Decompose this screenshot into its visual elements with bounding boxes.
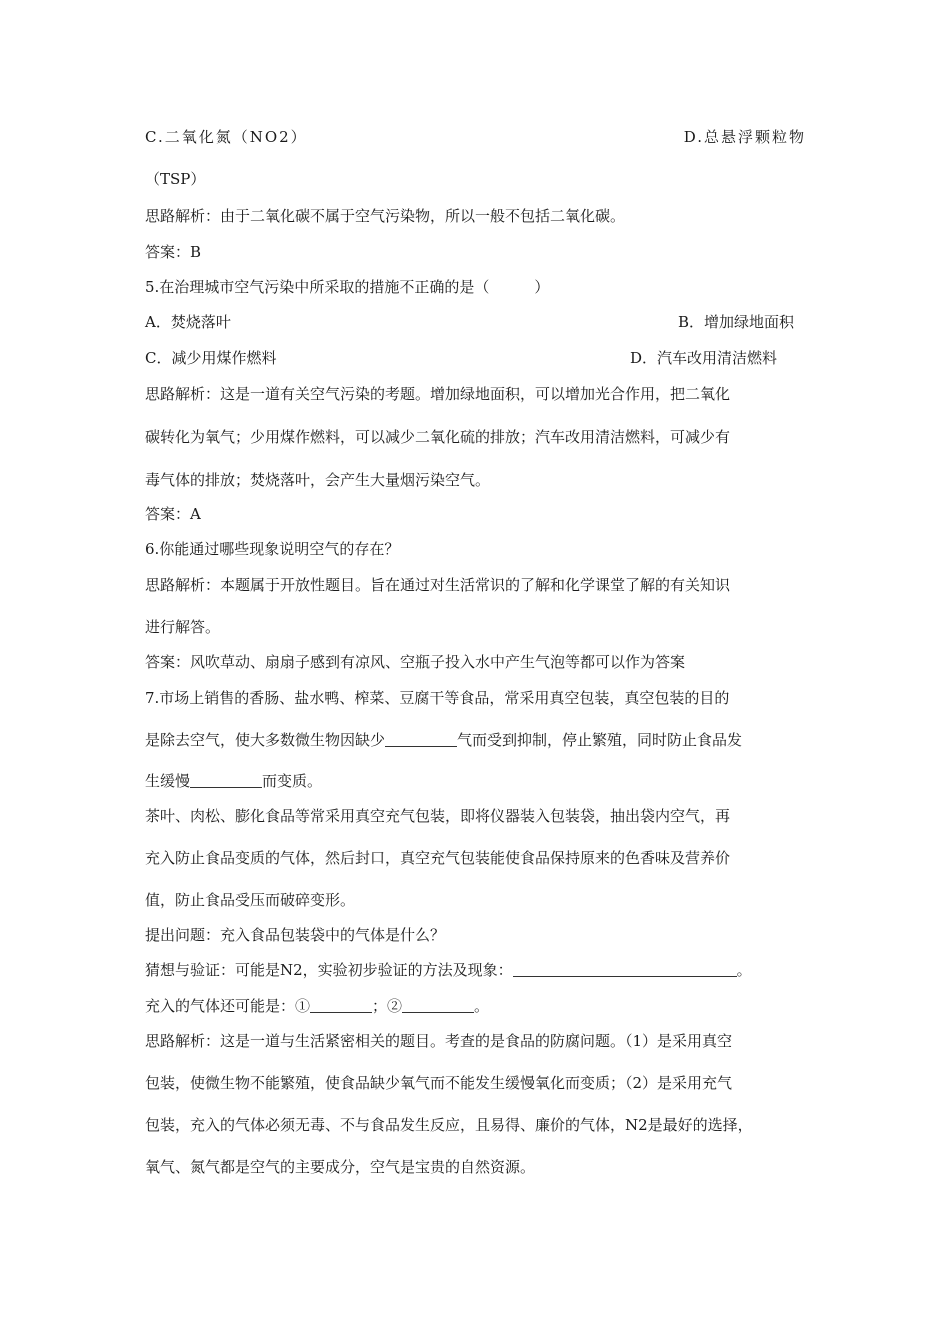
q7-stem-line-1: 7.市场上销售的香肠、盐水鸭、榨菜、豆腐干等食品，常采用真空包装，真空包装的目的 — [145, 689, 730, 707]
q7-other-end: 。 — [474, 997, 490, 1015]
q7-stem-line-2-a: 是除去空气，使大多数微生物因缺少 — [145, 731, 386, 749]
fill-blank-3 — [513, 976, 737, 977]
q6-answer: 答案：风吹草动、扇扇子感到有凉风、空瓶子投入水中产生气泡等都可以作为答案 — [145, 653, 686, 671]
q4-options-cd — [145, 127, 806, 147]
fill-blank-5 — [402, 1012, 474, 1013]
q5-analysis-line-3: 毒气体的排放；焚烧落叶，会产生大量烟污染空气。 — [145, 471, 491, 489]
fill-blank-4 — [310, 1012, 372, 1013]
q5-option-d: D．汽车改用清洁燃料 — [630, 349, 778, 367]
q7-analysis-line-3: 包装，充入的气体必须无毒、不与食品发生反应，且易得、廉价的气体，N2是最好的选择， — [145, 1116, 753, 1134]
q4-option-d: D.总悬浮颗粒物 — [683, 128, 806, 146]
q7-paragraph-line-1: 茶叶、肉松、膨化食品等常采用真空充气包装，即将仪器装入包装袋，抽出袋内空气，再 — [145, 807, 731, 825]
q5-analysis-line-2: 碳转化为氧气；少用煤作燃料，可以减少二氧化硫的排放；汽车改用清洁燃料，可减少有 — [145, 428, 731, 446]
q4-analysis: 思路解析：由于二氧化碳不属于空气污染物，所以一般不包括二氧化碳。 — [145, 207, 626, 225]
q7-paragraph-line-2: 充入防止食品变质的气体，然后封口，真空充气包装能使食品保持原来的色香味及营养价 — [145, 849, 731, 867]
q5-analysis-line-1: 思路解析：这是一道有关空气污染的考题。增加绿地面积，可以增加光合作用，把二氧化 — [145, 385, 731, 403]
q5-answer: 答案：A — [145, 505, 201, 523]
q7-stem-line-2 — [145, 730, 742, 750]
q7-stem-line-3-a: 生缓慢 — [145, 772, 191, 790]
q5-option-c: C．减少用煤作燃料 — [145, 349, 277, 367]
q7-analysis-line-4: 氧气、氮气都是空气的主要成分，空气是宝贵的自然资源。 — [145, 1158, 536, 1176]
q7-other-text: 充入的气体还可能是：① — [145, 997, 311, 1015]
q7-guess — [145, 960, 752, 980]
q6-stem: 6.你能通过哪些现象说明空气的存在？ — [145, 540, 400, 558]
q7-paragraph-line-3: 值，防止食品受压而破碎变形。 — [145, 891, 356, 909]
fill-blank-2 — [190, 787, 262, 788]
q5-option-a: A．焚烧落叶 — [145, 313, 231, 331]
q5-stem: 5.在治理城市空气污染中所采取的措施不正确的是（ ） — [145, 278, 550, 296]
q7-guess-text: 猜想与验证：可能是N2，实验初步验证的方法及现象： — [145, 961, 513, 979]
fill-blank-1 — [385, 746, 457, 747]
q7-guess-end: 。 — [736, 961, 752, 979]
q7-stem-line-2-b: 气而受到抑制，停止繁殖，同时防止食品发 — [457, 731, 743, 749]
q6-analysis-line-1: 思路解析：本题属于开放性题目。旨在通过对生活常识的了解和化学课堂了解的有关知识 — [145, 576, 731, 594]
q7-question: 提出问题：充入食品包装袋中的气体是什么？ — [145, 926, 446, 944]
q4-option-d-cont: （TSP） — [145, 170, 206, 188]
q7-stem-line-3-b: 而变质。 — [262, 772, 323, 790]
q7-analysis-line-1: 思路解析：这是一道与生活紧密相关的题目。考查的是食品的防腐问题。（1）是采用真空 — [145, 1032, 733, 1050]
q6-analysis-line-2: 进行解答。 — [145, 618, 221, 636]
q7-other-sep: ；② — [372, 997, 403, 1015]
q4-answer: 答案：B — [145, 243, 202, 261]
q5-option-b: B．增加绿地面积 — [678, 313, 795, 331]
q7-stem-line-3 — [145, 771, 322, 791]
q4-option-c: C.二氧化氮（NO2） — [145, 128, 308, 146]
q7-other-gases — [145, 996, 489, 1016]
q7-analysis-line-2: 包装，使微生物不能繁殖，使食品缺少氧气而不能发生缓慢氧化而变质；（2）是采用充气 — [145, 1074, 733, 1092]
